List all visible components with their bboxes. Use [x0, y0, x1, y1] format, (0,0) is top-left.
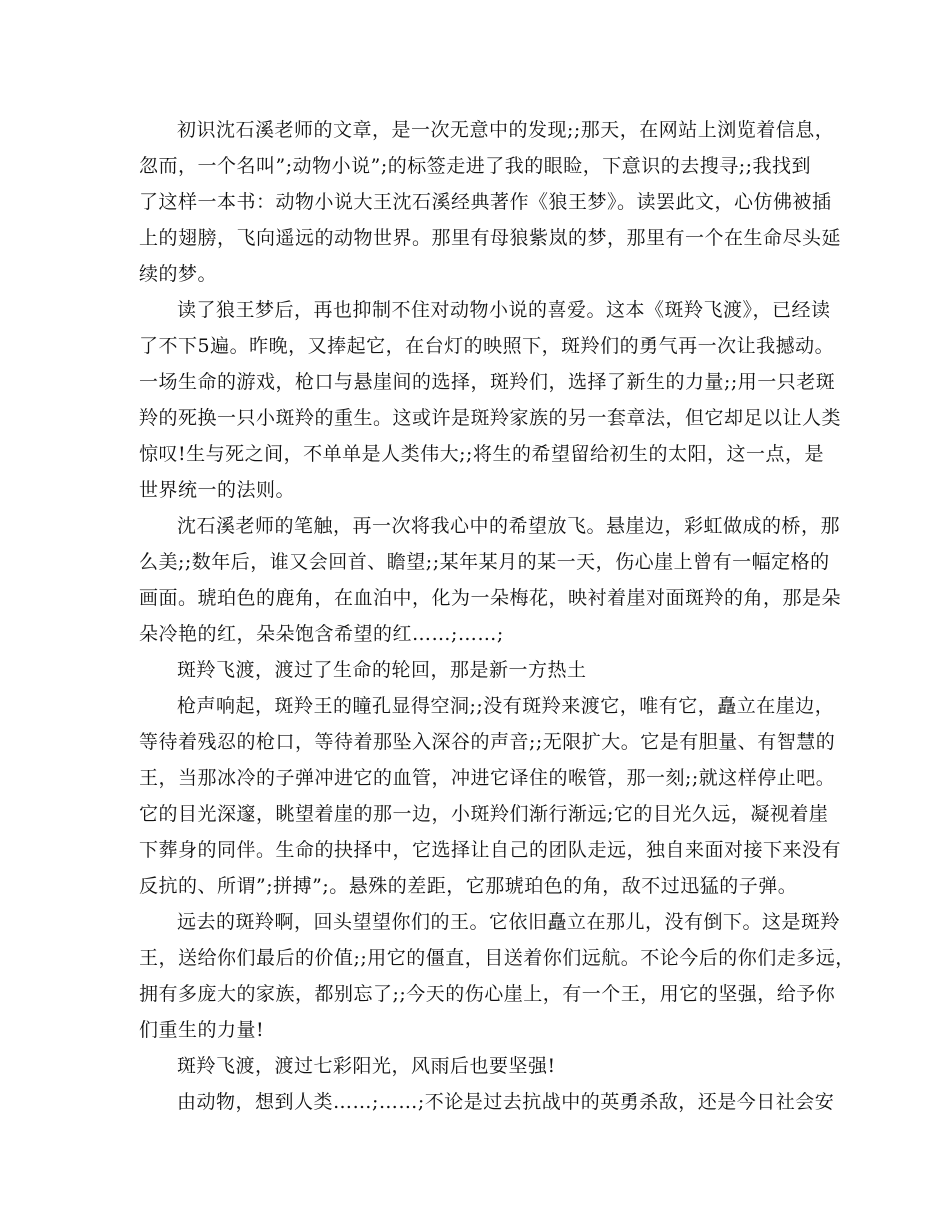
text-line: 们重生的力量! — [139, 1019, 265, 1041]
text-line: 了不下5遍。昨晚，又捧起它，在台灯的映照下，斑羚们的勇气再一次让我撼动。 — [139, 335, 835, 357]
text-line: 反抗的、所谓”;拼搏”;。悬殊的差距，它那琥珀色的角，敌不过迅猛的子弹。 — [139, 875, 798, 897]
text-line: 了这样一本书：动物小说大王沈石溪经典著作《狼王梦》。读罢此文，心仿佛被插 — [139, 191, 832, 213]
text-line: 斑羚飞渡，渡过七彩阳光，风雨后也要坚强! — [177, 1055, 556, 1077]
text-line: 世界统一的法则。 — [139, 479, 296, 501]
text-line: 王，当那冰冷的子弹冲进它的血管，冲进它译住的喉管，那一刻;;就这样停止吧。 — [139, 767, 836, 789]
text-line: 斑羚飞渡，渡过了生命的轮回，那是新一方热土 — [177, 659, 587, 681]
text-line: 上的翅膀，飞向遥远的动物世界。那里有母狼紫岚的梦，那里有一个在生命尽头延 — [139, 227, 842, 249]
text-line: 等待着残忍的枪口，等待着那坠入深谷的声音;;无限扩大。它是有胆量、有智慧的 — [139, 731, 836, 753]
text-line: 画面。琥珀色的鹿角，在血泊中，化为一朵梅花，映衬着崖对面斑羚的角，那是朵 — [139, 587, 842, 609]
text-line: 下葬身的同伴。生命的抉择中，它选择让自己的团队走远，独自来面对接下来没有 — [139, 839, 842, 861]
text-line: 远去的斑羚啊，回头望望你们的王。它依旧矗立在那儿，没有倒下。这是斑羚 — [177, 911, 841, 933]
text-line: 朵冷艳的红，朵朵饱含希望的红……;……; — [139, 623, 504, 645]
text-line: 羚的死换一只小斑羚的重生。这或许是斑羚家族的另一套章法，但它却足以让人类 — [139, 407, 842, 429]
text-line: 续的梦。 — [139, 263, 218, 285]
text-line: 惊叹!生与死之间，不单单是人类伟大;;将生的希望留给初生的太阳，这一点，是 — [139, 443, 824, 465]
text-line: 沈石溪老师的笔触，再一次将我心中的希望放飞。悬崖边，彩虹做成的桥，那 — [177, 515, 841, 537]
text-line: 读了狼王梦后，再也抑制不住对动物小说的喜爱。这本《斑羚飞渡》，已经读 — [177, 299, 831, 321]
text-line: 王，送给你们最后的价值;;用它的僵直，目送着你们远航。不论今后的你们走多远， — [139, 947, 855, 969]
text-line: 忽而，一个名叫”;动物小说”;的标签走进了我的眼睑，下意识的去搜寻;;我找到 — [139, 155, 812, 177]
text-line: 拥有多庞大的家族，都别忘了;;今天的伤心崖上，有一个王，用它的坚强，给予你 — [139, 983, 836, 1005]
text-line: 初识沈石溪老师的文章，是一次无意中的发现;;那天，在网站上浏览着信息， — [177, 119, 835, 141]
text-line: 枪声响起，斑羚王的瞳孔显得空洞;;没有斑羚来渡它，唯有它，矗立在崖边， — [177, 695, 835, 717]
text-line: 它的目光深邃，眺望着崖的那一边，小斑羚们渐行渐远;它的目光久远，凝视着崖 — [139, 803, 829, 825]
text-line: 么美;;数年后，谁又会回首、瞻望;;某年某月的某一天，伤心崖上曾有一幅定格的 — [139, 551, 830, 573]
text-line: 一场生命的游戏，枪口与悬崖间的选择，斑羚们，选择了新生的力量;;用一只老斑 — [139, 371, 836, 393]
text-line: 由动物，想到人类……;……;不论是过去抗战中的英勇杀敌，还是今日社会安 — [177, 1091, 835, 1113]
